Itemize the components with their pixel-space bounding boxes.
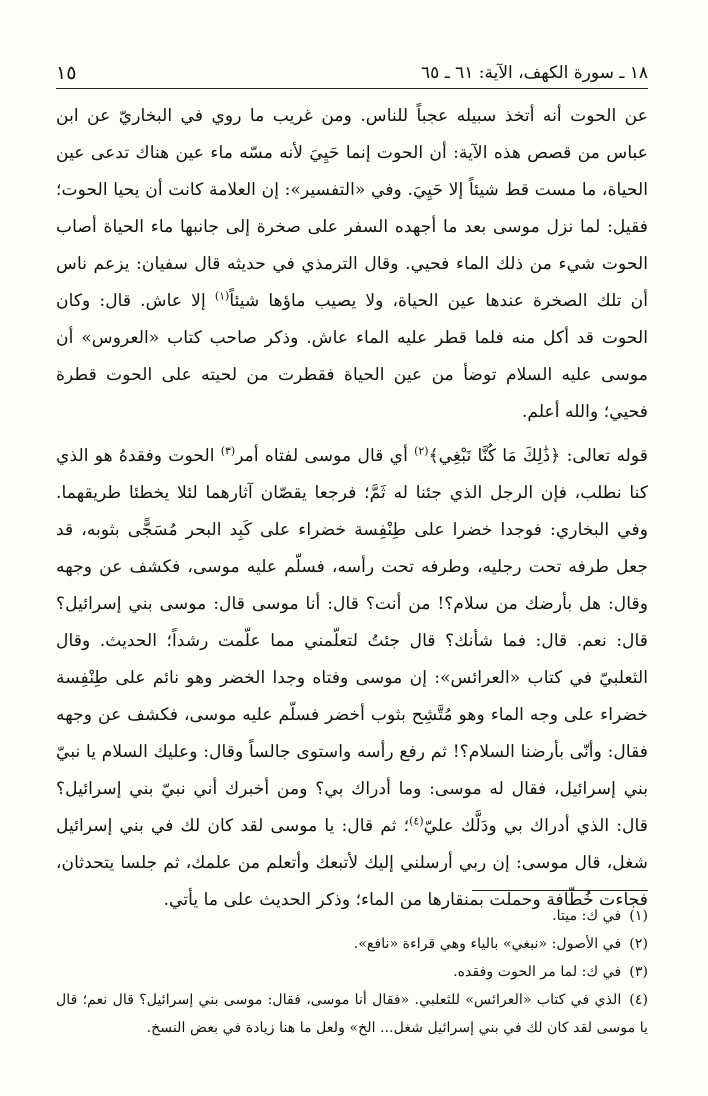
footnote-marker[interactable]: (٣) bbox=[220, 444, 236, 458]
page-header bbox=[56, 58, 648, 89]
footnote-text: الذي في كتاب «العرائس» للثعلبي. «فقال أنا موسى، فقال: موسى بني إسرائيل؟ قال نعم؛ قال يا موسى لقد كان لك في بني إسرائيل شغل... الخ» ولعل ما هنا زيادة في بعض النسخ. bbox=[56, 992, 648, 1036]
footnote-text: في ك: لما مر الحوت وفقده. bbox=[453, 964, 622, 980]
text-run: الحوت وفقدهُ هو الذي كنا نطلب، فإن الرجل الذي جئنا له ثَمَّ؛ فرجعا يقصّان آثارهما لئلا يخطئا طريقهما. وفي البخاري: فوجدا خضرا على طِنْفِسة خضراء على كَبِد البحر مُسَجًّى بثوبه، قد جعل طرفه تحت رجليه، وطرفه تحت رأسه، فسلّم عليه موسى، فكشف عن وجهه وقال: هل بأرضك من سلام؟! من أنت؟ قال: أنا موسى قال: موسى بني إسرائيل؟ قال: نعم. قال: فما شأنك؟ قال جئتُ لتعلّمني مما علّمت رشداً؛ الحديث. وقال الثعلبيّ في كتاب «العرائس»: إن موسى وفتاه وجدا الخضر وهو نائم على طِنْفِسة خضراء على وجه الماء وهو مُتَّشِح بثوب أخضر فسلّم عليه موسى، فكشف عن وجهه فقال: وأنّى بأرضنا السلام؟! ثم رفع رأسه واستوى جالساً وقال: وعليك السلام يا نبيّ بني إسرائيل، فقال له موسى: وما أدراك بي؟ ومن أخبرك أني نبيّ بني إسرائيل؟ قال: الذي أدراك بي ودَلَّك عليّ bbox=[56, 446, 648, 836]
footnotes bbox=[56, 902, 648, 1042]
footnote-number: (٢) bbox=[629, 936, 648, 952]
footnote bbox=[56, 958, 648, 986]
footnote bbox=[56, 902, 648, 930]
paragraph bbox=[56, 98, 648, 431]
footnote-text: في الأصول: «نبغي» بالياء وهي قراءة «نافع». bbox=[353, 936, 622, 952]
footnote-number: (٤) bbox=[629, 992, 648, 1008]
text-run: ؛ ثم قال: يا موسى لقد كان لك في بني إسرائيل شغل، قال موسى: إن ربي أرسلني إليك لأتبعك وأتعلم من علمك، ثم جلسا يتحدثان، فجاءت خُطّافة وحملت بمنقارها من الماء؛ وذكر الحديث على ما يأتي. bbox=[56, 816, 648, 910]
footnote-divider bbox=[472, 890, 648, 891]
footnote-number: (١) bbox=[629, 908, 648, 924]
page-number: ١٥ bbox=[56, 62, 77, 84]
footnote-marker[interactable]: (٢) bbox=[414, 444, 429, 458]
text-run: قوله تعالى: ﴿ذَٰلِكَ مَا كُنَّا نَبْغِي﴾ bbox=[428, 446, 649, 466]
paragraph bbox=[56, 438, 648, 919]
footnote-marker[interactable]: (٤) bbox=[409, 814, 424, 828]
text-run: عن الحوت أنه أتخذ سبيله عجباً للناس. ومن غريب ما روي في البخاريّ عن ابن عباس من قصص هذه الآية: أن الحوت إنما حَيِيَ لأنه مسّه ماء عين هناك تدعى عين الحياة، ما مست قط شيئاً إلا حَيِيَ. وفي «التفسير»: إن العلامة كانت أن يحيا الحوت؛ فقيل: لما نزل موسى بعد ما أجهده السفر على صخرة إلى جانبها ماء الحياة أصاب الحوت شيء من ذلك الماء فحيي. وقال الترمذي في حديثه قال سفيان: يزعم ناس أن تلك الصخرة عندها عين الحياة، ولا يصيب ماؤها شيئاً bbox=[56, 106, 648, 311]
main-text bbox=[56, 98, 648, 919]
text-run: أي قال موسى لفتاه أمر bbox=[235, 446, 415, 466]
running-title: ١٨ ـ سورة الكهف، الآية: ٦١ ـ ٦٥ bbox=[421, 63, 648, 83]
text-run: إلا عاش. قال: وكان الحوت قد أكل منه فلما قطر عليه الماء عاش. وذكر صاحب كتاب «العروس» أن موسى عليه السلام توضأ من عين الحياة فقطرت من لحيته على الحوت قطرة فحيي؛ والله أعلم. bbox=[56, 291, 648, 422]
footnote-number: (٣) bbox=[629, 964, 648, 980]
footnote-marker[interactable]: (١) bbox=[214, 289, 230, 303]
footnote-text: في ك: ميتا. bbox=[552, 908, 622, 924]
footnote bbox=[56, 986, 648, 1042]
footnote bbox=[56, 930, 648, 958]
